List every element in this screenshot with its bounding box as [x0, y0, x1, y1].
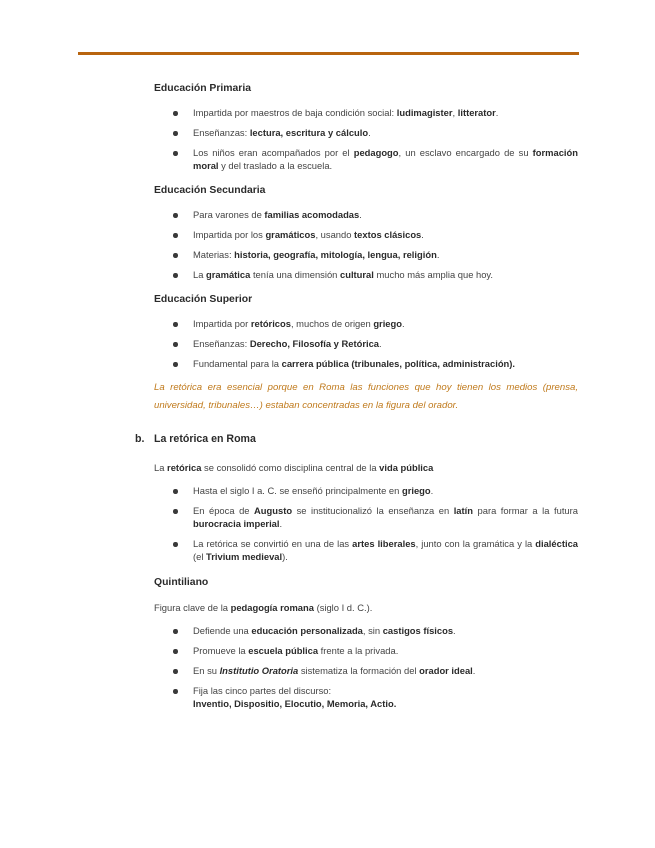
list-item: En época de Augusto se institucionalizó la enseñanza en latín para formar a la futura burocracia imperial. — [154, 504, 578, 530]
list-quintiliano — [154, 624, 578, 710]
bullet-icon — [173, 362, 178, 367]
list-item: La retórica se convirtió en una de las artes liberales, junto con la gramática y la dialéctica (el Trivium medieval). — [154, 537, 578, 563]
bullet-icon — [173, 131, 178, 136]
section-b-heading — [135, 433, 578, 446]
bullet-icon — [173, 542, 178, 547]
header-rule — [78, 52, 579, 55]
bullet-icon — [173, 669, 178, 674]
list-item: Promueve la escuela pública frente a la privada. — [154, 644, 578, 657]
list-item: Fundamental para la carrera pública (tribunales, política, administración). — [154, 357, 578, 370]
heading-superior: Educación Superior — [154, 294, 253, 305]
heading-quintiliano: Quintiliano — [154, 577, 209, 588]
list-retorica — [154, 484, 578, 563]
bullet-icon — [173, 489, 178, 494]
bullet-icon — [173, 649, 178, 654]
list-primaria — [154, 106, 578, 172]
list-item: Impartida por maestros de baja condición social: ludimagister, litterator. — [154, 106, 578, 119]
bullet-icon — [173, 213, 178, 218]
list-secundaria — [154, 208, 578, 281]
heading-primaria: Educación Primaria — [154, 83, 252, 94]
list-item: Defiende una educación personalizada, sin castigos físicos. — [154, 624, 578, 637]
bullet-icon — [173, 273, 178, 278]
list-item: Impartida por retóricos, muchos de origen griego. — [154, 317, 578, 330]
list-item: Impartida por los gramáticos, usando textos clásicos. — [154, 228, 578, 241]
bullet-icon — [173, 629, 178, 634]
list-item: Los niños eran acompañados por el pedagogo, un esclavo encargado de su formación moral y del traslado a la escuela. — [154, 146, 578, 172]
heading-secundaria: Educación Secundaria — [154, 185, 266, 196]
list-item: La gramática tenía una dimensión cultural mucho más amplia que hoy. — [154, 268, 578, 281]
quintiliano-intro: Figura clave de la pedagogía romana (siglo I d. C.). — [154, 602, 373, 613]
list-item: Enseñanzas: Derecho, Filosofía y Retórica. — [154, 337, 578, 350]
list-item: Enseñanzas: lectura, escritura y cálculo. — [154, 126, 578, 139]
list-item: En su Institutio Oratoria sistematiza la formación del orador ideal. — [154, 664, 578, 677]
list-item: Fija las cinco partes del discurso: Inventio, Dispositio, Elocutio, Memoria, Actio. — [154, 684, 578, 710]
list-item: Para varones de familias acomodadas. — [154, 208, 578, 221]
bullet-icon — [173, 342, 178, 347]
bullet-icon — [173, 322, 178, 327]
section-b-title: La retórica en Roma — [154, 433, 256, 445]
highlight-note: La retórica era esencial porque en Roma las funciones que hoy tienen los medios (prensa, universidad, tribunales…) estaban concentradas en la figura del orador. — [154, 382, 578, 411]
bullet-icon — [173, 151, 178, 156]
document-body — [135, 82, 578, 710]
bullet-icon — [173, 233, 178, 238]
bullet-icon — [173, 111, 178, 116]
list-item: Materias: historia, geografía, mitología, lengua, religión. — [154, 248, 578, 261]
section-b-letter: b. — [135, 433, 145, 445]
section-b-intro: La retórica se consolidó como disciplina central de la vida pública — [154, 462, 434, 473]
list-item: Hasta el siglo I a. C. se enseñó principalmente en griego. — [154, 484, 578, 497]
bullet-icon — [173, 689, 178, 694]
list-superior — [154, 317, 578, 370]
bullet-icon — [173, 509, 178, 514]
bullet-icon — [173, 253, 178, 258]
